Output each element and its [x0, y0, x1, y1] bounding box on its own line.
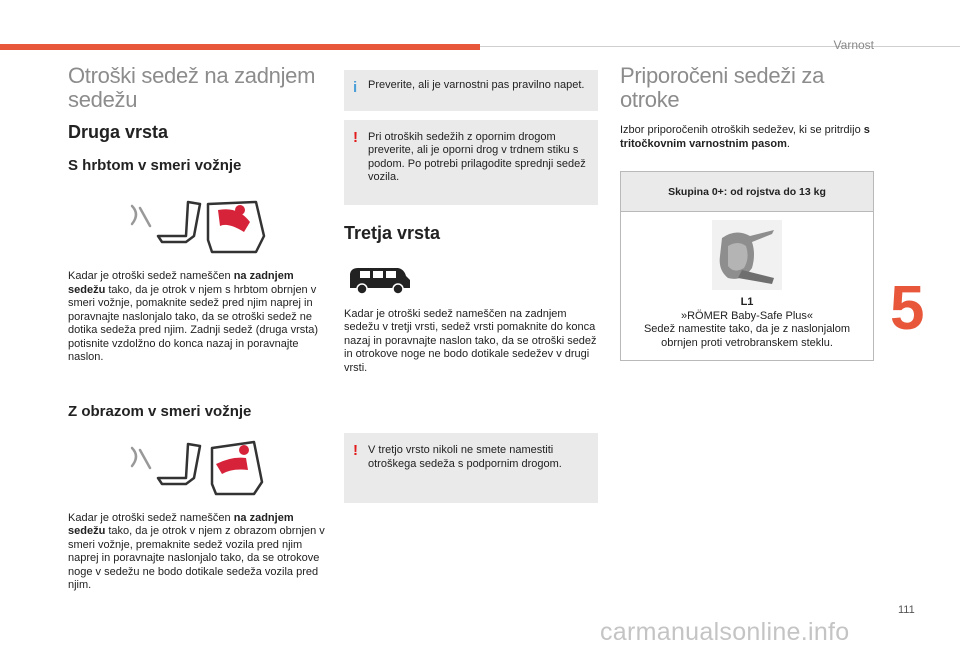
seat-description: Sedež namestite tako, da je z naslonjalom obrnjen proti vetrobranskem steklu.	[643, 323, 851, 349]
info-note-text: Preverite, ali je varnostni pas pravilno napet.	[368, 79, 585, 91]
forward-facing-text	[68, 512, 328, 593]
seat-code: L1	[740, 296, 754, 309]
front-seat-icon	[158, 202, 200, 242]
right-column	[620, 64, 880, 361]
warning-icon: !	[353, 442, 358, 459]
warning-note-third-row	[344, 433, 598, 503]
forward-facing-heading: Z obrazom v smeri vožnje	[68, 402, 252, 420]
watermark: carmanualsonline.info	[600, 618, 850, 646]
rear-facing-heading: S hrbtom v smeri vožnje	[68, 157, 242, 175]
warning-icon: !	[353, 128, 358, 146]
front-seat-icon	[158, 444, 200, 484]
page-title: Otroški sedež na zadnjem sedežu	[68, 63, 316, 113]
forward-facing-seat-illustration	[128, 438, 268, 498]
recommended-seats-intro	[620, 124, 880, 151]
recommended-seats-title: Priporočeni sedeži za otroke	[620, 63, 825, 113]
intro-text-post: .	[786, 137, 790, 150]
warning-note-support-leg-text: Pri otroških sedežih z opornim drogom preverite, ali je oporni drog v trdnem stiku s podom. Po potrebi prilagodite sprednji sedež vozila.	[368, 130, 586, 183]
rear-facing-text-bold: na zadnjem sedežu	[68, 270, 294, 296]
warning-note-third-row-text: V tretjo vrsto nikoli ne smete namestiti otroškega sedeža s podpornim drogom.	[368, 444, 562, 470]
row-heading-second: Druga vrsta	[68, 122, 169, 143]
table-row	[621, 212, 873, 360]
info-icon: i	[353, 79, 358, 96]
forward-facing-text-post: tako, da je otrok v njem z obrazom obrnjen v smeri vožnje, premaknite sedež vozila pred njim naprej in poravnajte naslonjalo tako, da se otrokove noge v sedežu ne bodo dotikale sedeža vozila pred njim.	[68, 525, 325, 592]
left-column	[68, 64, 328, 593]
third-row-text: Kadar je otroški sedež nameščen na zadnjem sedežu v tretji vrsti, sedež vrsti pomaknite do konca nazaj in poravnajte naslon tako, da se otroški sedež in otrokove noge ne bodo dotikale sedežev v drugi vrsti.	[344, 307, 597, 374]
rear-facing-text-pre: Kadar je otroški sedež nameščen	[68, 270, 234, 283]
forward-facing-text-pre: Kadar je otroški sedež nameščen	[68, 511, 234, 524]
intro-text-bold: s tritočkovnim varnostnim pasom	[620, 124, 870, 150]
rear-facing-text	[68, 270, 328, 365]
rear-facing-seat-illustration	[128, 196, 268, 256]
seat-product-name: »RÖMER Baby-Safe Plus«	[680, 309, 814, 322]
table-header-group: Skupina 0+: od rojstva do 13 kg	[621, 172, 873, 212]
child-seat-icon	[212, 442, 262, 494]
chapter-number: 5	[890, 274, 925, 343]
recommended-seats-table	[620, 171, 874, 361]
page-number: 111	[898, 604, 915, 616]
baby-seat-photo	[712, 220, 782, 290]
row-heading-third: Tretja vrsta	[344, 222, 441, 243]
motion-lines-icon	[132, 448, 150, 468]
forward-facing-text-bold: na zadnjem sedežu	[68, 511, 294, 538]
child-seat-icon	[208, 202, 264, 252]
rear-facing-text-post: tako, da je otrok v njem s hrbtom obrnjen v smeri vožnje, pomaknite sedež pred njim naprej in poravnajte naslonjalo tako, da se otroški sedež ne dotika sedeža pred njim. Zadnji sedež (druga vrsta) potisnite vzdolžno do konca nazaj in poravnajte naslon.	[68, 283, 319, 364]
header-rule	[480, 46, 960, 47]
motion-lines-icon	[132, 206, 150, 226]
van-icon	[348, 264, 412, 296]
section-name: Varnost	[833, 38, 874, 52]
info-note	[344, 70, 598, 111]
header-accent-bar	[0, 44, 480, 50]
warning-note-support-leg	[344, 120, 598, 205]
middle-column	[344, 70, 598, 503]
intro-text-pre: Izbor priporočenih otroških sedežev, ki se pritrdijo	[620, 124, 864, 137]
